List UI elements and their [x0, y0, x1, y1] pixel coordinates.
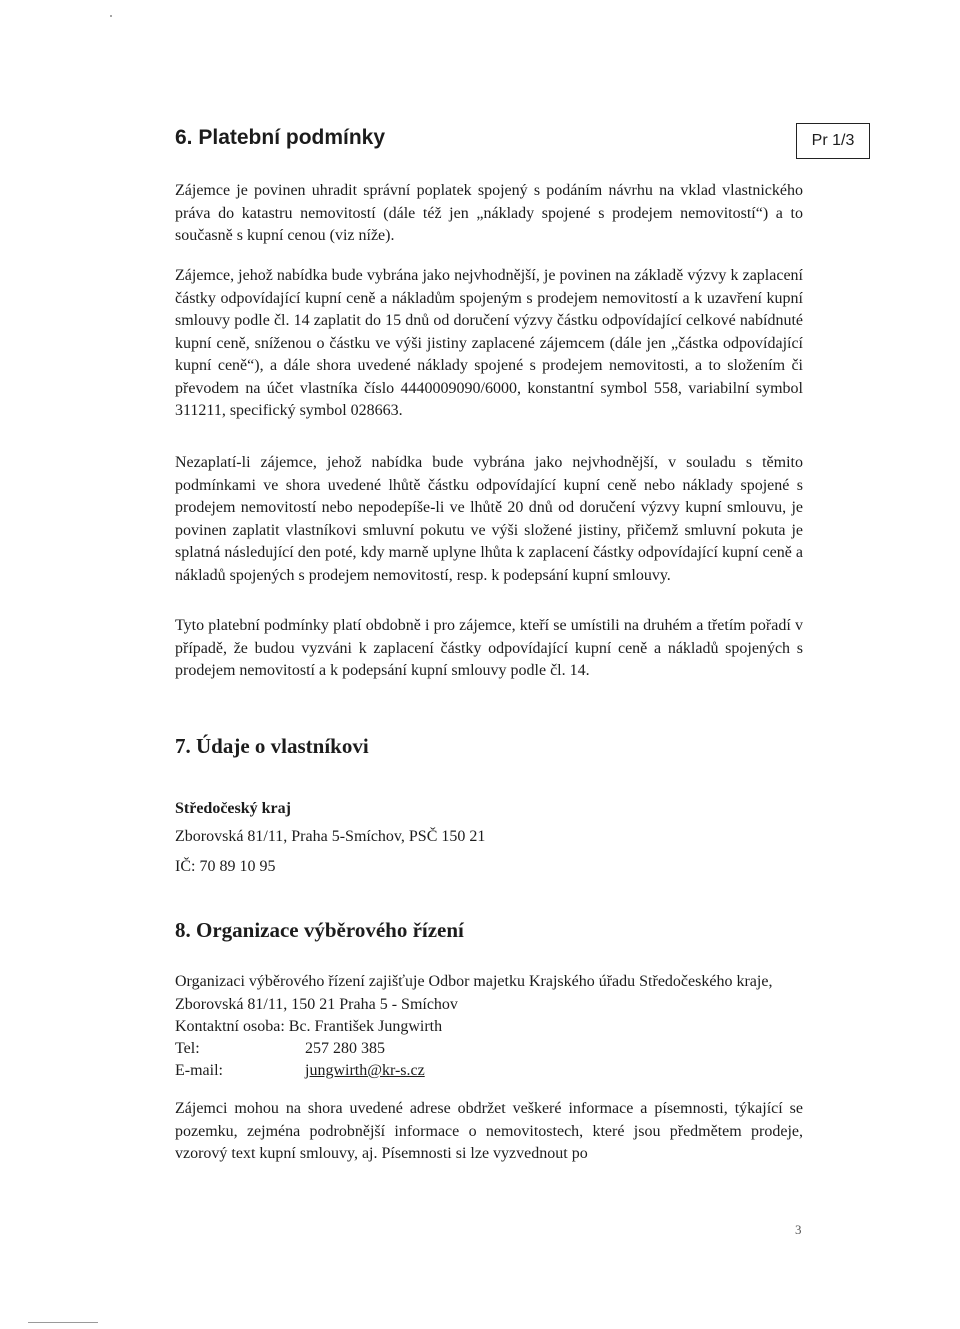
contact-person-value: Bc. František Jungwirth: [288, 1018, 443, 1035]
page-reference-box: Pr 1/3: [796, 123, 870, 159]
email-link[interactable]: jungwirth@kr-s.cz: [305, 1062, 425, 1079]
phone-label: Tel:: [175, 1040, 200, 1057]
organization-intro: Organizaci výběrového řízení zajišťuje Odbor majetku Krajského úřadu Středočeského kraje, Zborovská 81/11, 150 21 Praha 5 - Smíchov: [175, 973, 773, 1013]
phone-value: 257 280 385: [305, 1040, 385, 1057]
owner-ico: IČ: 70 89 10 95: [175, 858, 276, 875]
phone-row: [175, 1038, 385, 1060]
email-label: E-mail:: [175, 1062, 223, 1079]
section-6-paragraph-2: Zájemce, jehož nabídka bude vybrána jako nejvhodnější, je povinen na základě výzvy k zaplacení částky odpovídající kupní ceně a nákladům spojeným s prodejem nemovitostí a k uzavření kupní smlouvy podle čl. 14 zaplatit do 15 dnů od doručení výzvy částku odpovídající celkové nabídnuté kupní ceně, sníženou o částku ve výši jistiny zaplacené zájemcem (dále jen „částka odpovídající kupní ceně“), a dále shora uvedené náklady spojené s prodejem nemovitosti, a to složením či převodem na účet vlastníka číslo 4440009090/6000, konstantní symbol 558, variabilní symbol 311211, specifický symbol 028663.: [175, 267, 803, 419]
section-6-paragraph-1: Zájemce je povinen uhradit správní poplatek spojený s podáním návrhu na vklad vlastnického práva do katastru nemovitostí (dále též jen „náklady spojené s prodejem nemovitostí“) a to současně s kupní cenou (viz níže).: [175, 182, 803, 244]
owner-address: Zborovská 81/11, Praha 5-Smíchov, PSČ 150 21: [175, 828, 486, 845]
owner-name: Středočeský kraj: [175, 800, 291, 817]
section-6-paragraph-4: Tyto platební podmínky platí obdobně i pro zájemce, kteří se umístili na druhém a třetím pořadí v případě, že budou vyzváni k zaplacení částky odpovídající kupní ceně a nákladů spojených s prodejem nemovitostí a k podepsání kupní smlouvy podle čl. 14.: [175, 617, 803, 679]
contact-person-label: Kontaktní osoba:: [175, 1018, 285, 1035]
section-7-title: 7. Údaje o vlastníkovi: [175, 734, 369, 758]
scan-edge-line: [28, 1322, 98, 1323]
scan-speck: [110, 15, 112, 17]
section-8-title: 8. Organizace výběrového řízení: [175, 918, 464, 942]
section-8-paragraph-last: Zájemci mohou na shora uvedené adrese obdržet veškeré informace a písemnosti, týkající se pozemku, zejména podrobnější informace o nemovitostech, které jsou předmětem prodeje, vzorový text kupní smlouvy, aj. Písemnosti si lze vyzvednout po: [175, 1100, 803, 1162]
section-6-paragraph-3: Nezaplatí-li zájemce, jehož nabídka bude vybrána jako nejvhodnější, v souladu s těmito podmínkami ve shora uvedené lhůtě částku odpovídající kupní ceně nebo náklady spojené s prodejem nemovitostí nebo nepodepíše-li ve lhůtě 20 dnů od doručení výzvy kupní smlouvu, je povinen zaplatit vlastníkovi smluvní pokutu ve výši složené jistiny, přičemž smluvní pokuta je splatná následující den poté, kdy marně uplyne lhůta k zaplacení částky odpovídající kupní ceně a nákladů spojených s prodejem nemovitostí, resp. k podepsání kupní smlouvy.: [175, 454, 803, 584]
contact-person-row: [175, 1016, 442, 1038]
page-number: 3: [795, 1222, 802, 1237]
email-row: [175, 1060, 425, 1082]
section-6-title: 6. Platební podmínky: [175, 126, 386, 149]
